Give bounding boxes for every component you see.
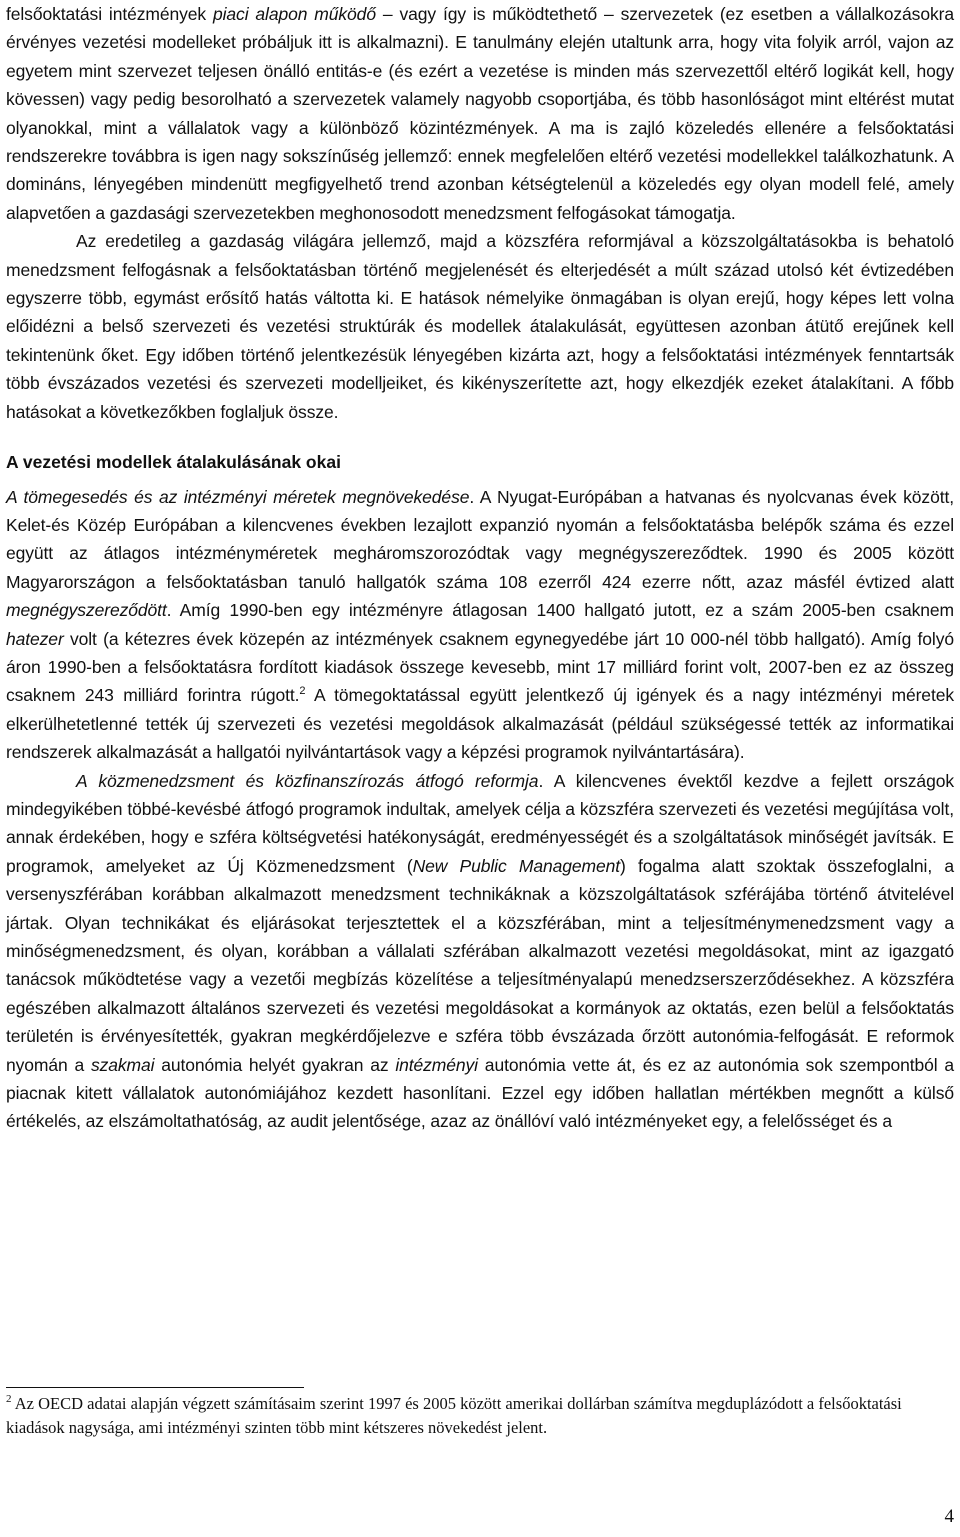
paragraph-4-text-h: autonómia vette át, és ez az autonómia sok szempontból a piacnak kitett vállalatok autonómiájához kezdett hasonlítani. Ezzel egy időben hallatlan mértékben megnőtt a külső értékelés, az elszámoltathatóság, az audit jelentősége, azaz az önállóví való intézményeket egy, a felelősséget és a xyxy=(6,1054,955,1132)
paragraph-4-italic-intezmenyi: intézményi xyxy=(395,1054,478,1075)
footnote-text: Az OECD adatai alapján végzett számításaim szerint 1997 és 2005 között amerikai dollárban számítva megduplázódott a felsőoktatási kiadások nagysága, ami intézményi szinten több mint kétszeres növekedést jelent. xyxy=(6,1394,902,1437)
paragraph-3-italic-e: hatezer xyxy=(6,628,64,649)
paragraph-3-text-d: . Amíg 1990-ben egy intézményre átlagosan 1400 hallgató jutott, ez a szám 2005-ben csaknem xyxy=(166,600,954,621)
paragraph-1-text-a: felsőoktatási intézmények xyxy=(6,4,213,24)
page-number: 4 xyxy=(944,1506,954,1527)
paragraph-3 xyxy=(6,483,954,767)
paragraph-3-text-g: A tömegoktatással együtt jelentkező új igények és a nagy intézményi méretek elkerülhetetlenné tették új szervezeti és vezetési megoldások alkalmazását (például szükségessé tették az informatikai rendszerek alkalmazását a hallgatói nyilvántartások vagy a képzési programok nyilvántartására). xyxy=(6,685,954,763)
paragraph-1-text-c: – vagy így is működtethető – szervezetek (ez esetben a vállalkozásokra érvényes vezetési modelleket próbáljuk itt is alkalmazni). E tanulmány elején utaltunk arra, hogy vita folyik arról, vajon az egyetem mint szervezet teljesen önálló entitás-e (és ezért a vezetése is minden más szervezettől eltérő logikát kell, hogy kövessen) vagy pedig besorolható a szervezetek valamely nagyobb csoportjába, és több hasonlóságot mint eltérést mutat olyanokkal, mint a vállalatok vagy a különböző közintézmények. A ma is zajló közeledés ellenére a felsőoktatási rendszerekre továbbra is igen nagy sokszínűség jellemző: ennek megfelelően eltérő vezetési modellekkel találkozhatunk. A domináns, lényegében mindenütt megfigyelhető trend azonban kétségtelenül a közeledés egy olyan modell felé, amely alapvetően a gazdasági szervezetekben meghonosodott menedzsment felfogásokat támogatja. xyxy=(6,4,954,223)
paragraph-1 xyxy=(6,0,954,227)
document-body xyxy=(6,0,954,1136)
paragraph-3-italic-lead: A tömegesedés és az intézményi méretek megnövekedése xyxy=(6,486,470,507)
paragraph-4-text-d: ) fogalma alatt szoktak összefoglalni, a versenyszférában korábban alkalmazott menedzsment technikáknak a közszolgáltatások szférájába történő átvitelével jártak. Olyan technikákat és eljárásokat terjesztettek el a közszférában, mint a teljesítménymenedzsment vagy a minőségmenedzsment, és olyan, korábban a vállalati szférában alkalmazott vezetési megoldásokat, mint az igazgató tanácsok működtetése vagy a vezetői megbízás közelítése a teljesítményalapú menedzserszerződésekhez. A közszféra egészében alkalmazott általános szervezeti és vezetési megoldásokat a kormányok az oktatás, ezen belül a felsőoktatás területén is érvényesítették, gyakran megkérdőjelezve e szféra több évszázada őrzött autonómia-felfogását. E reformok nyomán a xyxy=(6,855,954,1075)
footnote-divider xyxy=(6,1387,304,1388)
paragraph-4-text-f: autonómia helyét gyakran az xyxy=(154,1054,396,1075)
paragraph-3-text-f: volt (a kétezres évek közepén az intézmények csaknem egynegyedébe járt 10 000-nél több hallgató). Amíg folyó áron 1990-ben a felsőoktatásra fordított kiadások összege kevesebb, mint 17 milliárd forint volt, 2007-ben ez az összeg csaknem 243 milliárd forintra rúgott. xyxy=(6,628,954,706)
paragraph-2: Az eredetileg a gazdaság világára jellemző, majd a közszféra reformjával a közszolgáltatásokba is behatoló menedzsment felfogásnak a felsőoktatásban történő megjelenését és elterjedését a múlt század utolsó két évtizedében egyszerre több, egymást erősítő hatás váltotta ki. E hatások némelyike önmagában is olyan erejű, hogy képes lett volna előidézni a belső szervezeti és vezetési struktúrák és modellek átalakulását, együttesen azonban átütő erejűnek kell tekintenünk őket. Egy időben történő jelentkezésük lényegében kizárta azt, hogy a felsőoktatási intézmények fenntartsák több évszázados vezetési és szervezeti modelljeiket, és kikényszerítette azt, hogy elkezdjék ezeket átalakítani. A főbb hatásokat a következőkben foglaljuk össze. xyxy=(6,231,954,422)
section-heading: A vezetési modellek átalakulásának okai xyxy=(6,452,341,473)
footnote-marker: 2 xyxy=(6,1393,12,1405)
paragraph-3-text-b: . A Nyugat-Európában a hatvanas és nyolcvanas évek között, Kelet-és Közép Európában a kilencvenes években lezajlott expanzió nyomán a felsőoktatásba belépők száma és ezzel együtt az átlagos intézményméretek megháromszorozódtak vagy megnégyszereződtek. 1990 és 2005 között Magyarországon a felsőoktatásban tanuló hallgatók száma 108 ezerről 424 ezerre nőtt, azaz másfél évtized alatt xyxy=(6,486,954,592)
footnote-reference[interactable]: 2 xyxy=(299,685,306,698)
paragraph-4-italic-szakmai: szakmai xyxy=(90,1054,155,1075)
paragraph-4-italic-lead: A közmenedzsment és közfinanszírozás átfogó reformja xyxy=(76,770,539,791)
paragraph-1-italic-piaci: piaci alapon működő xyxy=(212,4,376,24)
paragraph-4-italic-npm: New Public Management xyxy=(412,855,620,876)
paragraph-4 xyxy=(6,767,954,1136)
paragraph-3-italic-c: megnégyszereződött xyxy=(6,600,167,621)
paragraph-4-text-b: . A kilencvenes évektől kezdve a fejlett országok mindegyikében többé-kevésbé átfogó programok indultak, amelyek célja a közszféra szervezeti és vezetési megújítása volt, annak érdekében, hogy e szféra költségvetési hatékonyságát, eredményességét és a szolgáltatások minőségét javítsák. E programok, amelyeket az Új Közmenedzsment ( xyxy=(6,770,954,876)
footnote xyxy=(6,1392,926,1440)
